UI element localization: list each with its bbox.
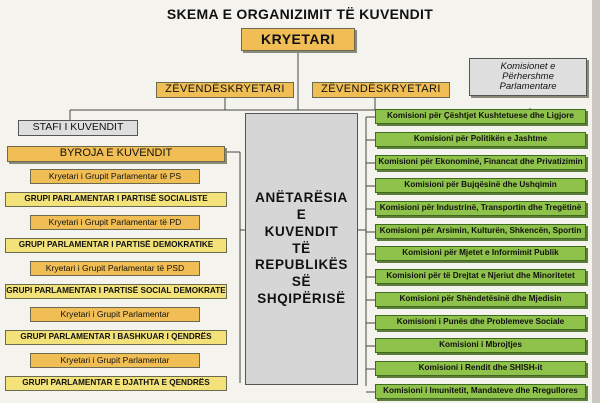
commission-box: Komisioni i Imunitetit, Mandateve dhe Rregullores xyxy=(375,384,586,399)
commission-box: Komisioni për të Drejtat e Njeriut dhe Minoritetet xyxy=(375,269,586,284)
parliamentary-group-box: GRUPI PARLAMENTAR I BASHKUAR I QENDRËS xyxy=(5,330,227,345)
commission-box: Komisioni i Mbrojtjes xyxy=(375,338,586,353)
commission-box: Komisioni për Çështjet Kushtetuese dhe Ligjore xyxy=(375,109,586,124)
group-chair-box: Kryetari i Grupit Parlamentar të PSD xyxy=(30,261,200,276)
commission-box: Komisioni për Arsimin, Kulturën, Shkencën, Sportin xyxy=(375,224,586,239)
diagram-title: SKEMA E ORGANIZIMIT TË KUVENDIT xyxy=(166,6,434,22)
parliamentary-group-box: GRUPI PARLAMENTAR I PARTISË SOCIAL DEMOKRATE xyxy=(5,284,227,299)
group-chair-box: Kryetari i Grupit Parlamentar të PD xyxy=(30,215,200,230)
center-line: SHQIPËRISË xyxy=(257,291,346,307)
center-line: KUVENDIT xyxy=(264,223,339,239)
commission-box: Komisioni për Mjetet e Informimit Publik xyxy=(375,246,586,261)
parliamentary-group-box: GRUPI PARLAMENTAR I PARTISË DEMOKRATIKE xyxy=(5,238,227,253)
group-chair-box: Kryetari i Grupit Parlamentar xyxy=(30,353,200,368)
commission-box: Komisioni për Ekonominë, Financat dhe Privatizimin xyxy=(375,155,586,170)
center-line: SË xyxy=(291,274,312,290)
group-chair-box: Kryetari i Grupit Parlamentar xyxy=(30,307,200,322)
zevendeskryetari-left-box: ZËVENDËSKRYETARI xyxy=(156,82,294,98)
commission-box: Komisioni për Industrinë, Transportin dhe Tregëtinë xyxy=(375,201,586,216)
commission-box: Komisioni për Bujqësinë dhe Ushqimin xyxy=(375,178,586,193)
stafi-box: STAFI I KUVENDIT xyxy=(18,120,138,136)
center-line: REPUBLIKËS xyxy=(254,257,348,273)
center-line: TË xyxy=(292,240,311,256)
center-line: E xyxy=(296,206,307,222)
commission-box: Komisioni i Punës dhe Problemeve Sociale xyxy=(375,315,586,330)
byroja-box: BYROJA E KUVENDIT xyxy=(7,146,225,162)
group-chair-box: Kryetari i Grupit Parlamentar të PS xyxy=(30,169,200,184)
anetaresia-box xyxy=(245,113,358,385)
commission-box: Komisioni i Rendit dhe SHISH-it xyxy=(375,361,586,376)
commission-box: Komisioni për Politikën e Jashtme xyxy=(375,132,586,147)
parliamentary-group-box: GRUPI PARLAMENTAR E DJATHTA E QENDRËS xyxy=(5,376,227,391)
center-line: ANËTARËSIA xyxy=(255,189,348,205)
zevendeskryetari-right-box: ZËVENDËSKRYETARI xyxy=(312,82,450,98)
parliamentary-group-box: GRUPI PARLAMENTAR I PARTISË SOCIALISTE xyxy=(5,192,227,207)
commission-box: Komisioni për Shëndetësinë dhe Mjedisin xyxy=(375,292,586,307)
kryetari-box: KRYETARI xyxy=(241,28,355,51)
komisionet-header-box: Komisionet e Përhershme Parlamentare xyxy=(469,58,587,96)
